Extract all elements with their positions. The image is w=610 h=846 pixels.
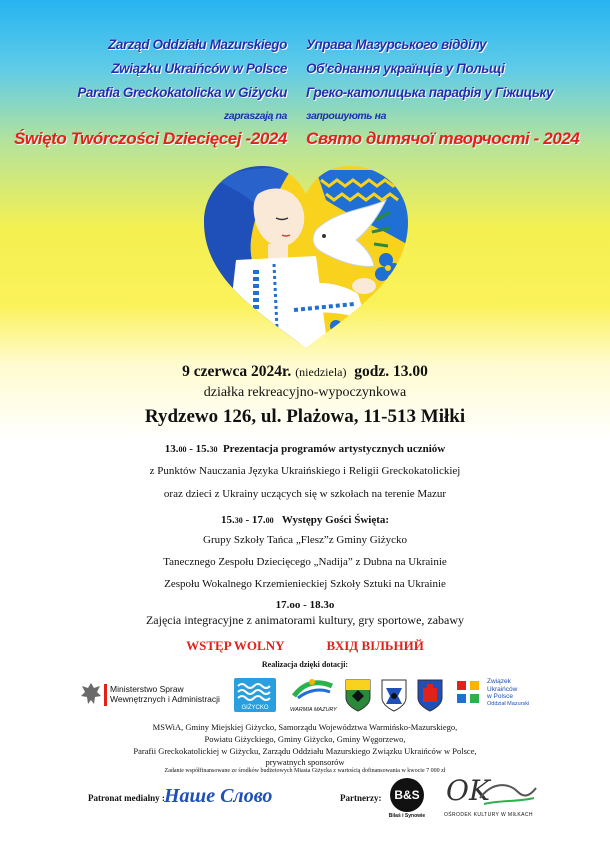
ok-caption: OŚRODEK KULTURY W MIŁKACH xyxy=(444,812,533,818)
warmia-text: WARMIA MAZURY xyxy=(290,707,337,713)
free-entry-pl: WSTĘP WOLNY xyxy=(186,638,285,653)
thanks-line-4: prywatnych sponsorów xyxy=(265,757,345,767)
ok-swirl-icon xyxy=(478,778,538,808)
gizycko-logo xyxy=(234,678,276,712)
partners-label: Partnerzy: xyxy=(340,793,382,803)
eagle-icon xyxy=(80,680,102,710)
shield-icon xyxy=(416,678,444,712)
header-pl-event: Święto Twórczości Dziecięcej -2024 xyxy=(13,129,287,148)
warmia-mazury-logo xyxy=(290,676,336,712)
zuwp-line-2: Ukraińców xyxy=(487,685,518,693)
coat-of-arms-3 xyxy=(416,678,444,712)
header-pl-line-2: Związku Ukraińców w Polsce xyxy=(111,61,287,76)
header-ua-line-1: Управа Мазурського відділу xyxy=(306,37,487,52)
b2-time-a-sup: 30 xyxy=(234,516,243,525)
sponsor-logos xyxy=(0,676,610,716)
event-date: 9 czerwca 2024r. xyxy=(182,363,292,380)
event-address: Rydzewo 126, ul. Plażowa, 11-513 Miłki xyxy=(144,406,466,427)
mswia-red-bar xyxy=(104,684,107,706)
header-ua-invite: запрошують на xyxy=(306,110,387,122)
event-time: godz. 13.00 xyxy=(354,363,428,380)
b2-time-b: - 17. xyxy=(242,514,266,526)
waves-icon xyxy=(234,678,276,702)
zuwp-logo xyxy=(454,676,554,716)
b1-time-b-sup: 30 xyxy=(209,445,218,454)
nashe-slovo-logo: Наше Слово xyxy=(164,785,273,807)
b1-title: Prezentacja programów artystycznych uczniów xyxy=(222,443,446,455)
thanks-line-3: Parafii Greckokatolickiej w Giżycku, Zarządu Oddziału Mazurskiego Związku Ukraińców w Polsce, xyxy=(133,746,477,756)
shield-icon xyxy=(380,678,408,712)
header-ua-line-2: Об'єднання українців у Польщі xyxy=(306,61,505,76)
event-weekday: (niedziela) xyxy=(295,365,347,379)
patron-label: Patronat medialny : xyxy=(88,793,165,803)
header-ua-line-3: Греко-католицька парафія у Гіжицьку xyxy=(306,85,554,100)
program-block-1-line-2: z Punktów Nauczania Języka Ukraińskiego i Religii Greckokatolickiej xyxy=(149,465,461,477)
mswia-text xyxy=(110,684,220,704)
b1-time-a-sup: 00 xyxy=(178,445,187,454)
program-block-2-line-1: Grupy Szkoły Tańca „Flesz”z Gminy Giżycko xyxy=(203,534,407,546)
program-block-1-line-3: oraz dzieci z Ukrainy uczących się w szkołach na terenie Mazur xyxy=(163,488,447,500)
mswia-logo xyxy=(80,680,230,712)
b1-time-b: - 15. xyxy=(186,443,210,455)
gizycko-text: GIŻYCKO xyxy=(241,705,269,711)
thanks-line-2: Powiatu Giżyckiego, Gminy Giżycko, Gminy Węgorzewo, xyxy=(204,734,406,744)
venue-type: działka rekreacyjno-wypoczynkowa xyxy=(203,385,407,400)
program-block-1-heading xyxy=(0,443,610,455)
free-entry xyxy=(0,638,610,654)
event-datetime xyxy=(0,363,610,381)
header-pl-invite: zapraszają na xyxy=(223,110,287,122)
sponsors-label: Realizacja dzięki dotacji: xyxy=(261,660,349,669)
heart-girl-dove-icon xyxy=(196,160,416,350)
header-pl-line-3: Parafia Greckokatolicka w Giżycku xyxy=(77,85,287,100)
header-pl-line-1: Zarząd Oddziału Mazurskiego xyxy=(108,37,287,52)
warmia-swoosh-icon xyxy=(290,676,336,702)
heart-illustration xyxy=(196,160,416,350)
b2-title: Występy Gości Święta: xyxy=(281,514,390,526)
b1-time-a: 13. xyxy=(164,443,179,455)
ok-logo: OK xyxy=(446,774,490,807)
bs-logo: B&S xyxy=(390,778,424,812)
coat-of-arms-1 xyxy=(344,678,372,712)
program-block-3-line: Zajęcia integracyjne z animatorami kultury, gry sportowe, zabawy xyxy=(145,613,465,627)
program-block-3-time: 17.oo - 18.3o xyxy=(275,599,335,611)
zuwp-emblem-icon xyxy=(454,678,484,710)
bs-caption: Bilaś i Synowie xyxy=(388,813,426,819)
program-block-2-heading xyxy=(0,514,610,526)
program-block-2-line-2: Tanecznego Zespołu Dziecięcego „Nadija” z Dubna na Ukrainie xyxy=(163,556,447,568)
coat-of-arms-2 xyxy=(380,678,408,712)
b2-time-b-sup: 00 xyxy=(265,516,274,525)
shield-icon xyxy=(344,678,372,712)
header-ua-event: Свято дитячої творчості - 2024 xyxy=(306,129,580,148)
program-block-2-line-3: Zespołu Wokalnego Krzemienieckiej Szkoły Sztuki na Ukrainie xyxy=(164,578,446,590)
zuwp-line-1: Związek xyxy=(487,678,511,685)
free-entry-ua: ВХІД ВІЛЬНИЙ xyxy=(326,638,424,653)
mswia-line-1: Ministerstwo Spraw xyxy=(110,684,184,694)
cofinance-note: Zadanie współfinansowane ze środków budżetowych Miasta Giżycka z wartością dofinansowania w kwocie 7 000 zł xyxy=(164,768,446,774)
b2-time-a: 15. xyxy=(220,514,235,526)
zuwp-text xyxy=(487,678,529,708)
zuwp-line-4: Oddział Mazurski xyxy=(487,700,530,707)
zuwp-line-3: w Polsce xyxy=(487,693,514,700)
thanks-line-1: MSWiA, Gminy Miejskiej Giżycko, Samorządu Województwa Warmińsko-Mazurskiego, xyxy=(152,722,458,732)
mswia-line-2: Wewnętrznych i Administracji xyxy=(110,694,220,704)
